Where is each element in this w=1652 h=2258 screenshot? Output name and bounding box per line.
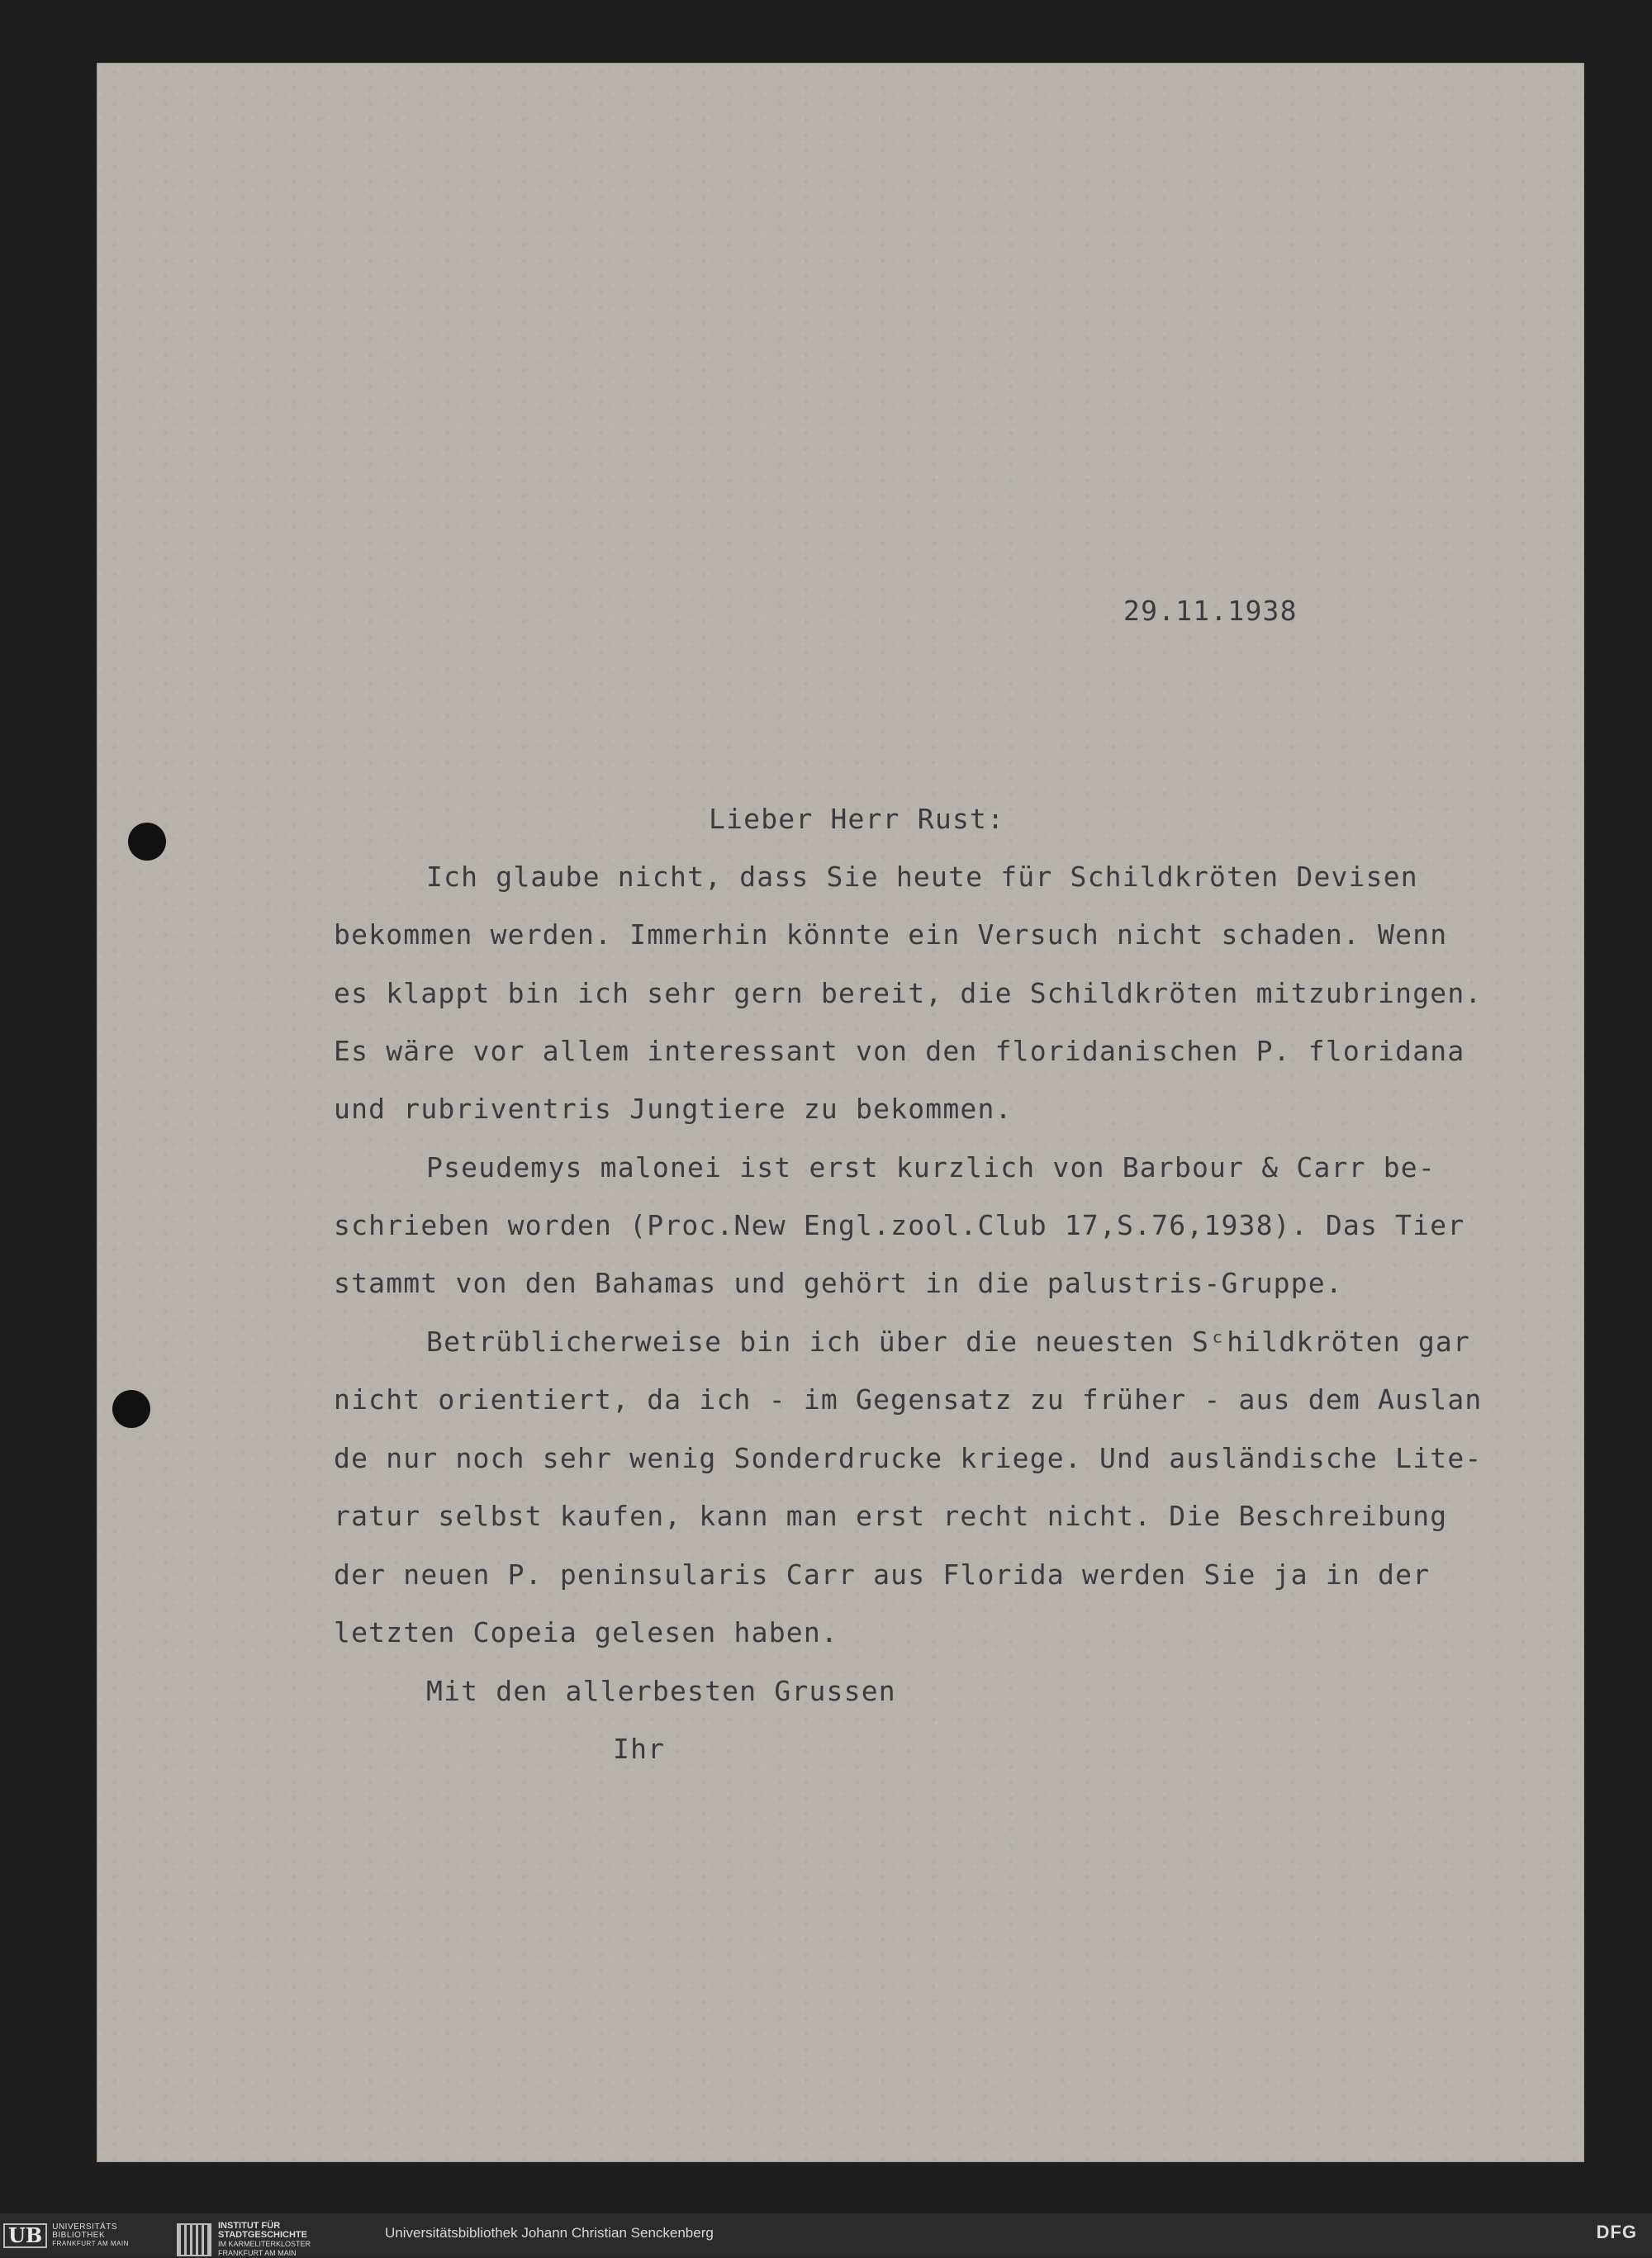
- letter-line: de nur noch sehr wenig Sonderdrucke kriege. Und ausländische Lite-: [334, 1442, 1483, 1474]
- letter-line: stammt von den Bahamas und gehört in die palustris-Gruppe.: [334, 1267, 1343, 1299]
- letter-line: bekommen werden. Immerhin könnte ein Versuch nicht schaden. Wenn: [334, 918, 1448, 951]
- institute-logo-text: [218, 2222, 311, 2258]
- punch-hole-top: [128, 823, 166, 861]
- letter-line: Pseudemys malonei ist erst kurzlich von Barbour & Carr be-: [426, 1151, 1436, 1184]
- ub-logo-line: FRANKFURT AM MAIN: [52, 2240, 129, 2247]
- library-name: Universitätsbibliothek Johann Christian Senckenberg: [385, 2225, 714, 2241]
- letter-line: der neuen P. peninsularis Carr aus Florida werden Sie ja in der: [334, 1558, 1431, 1591]
- letter-signoff: Ihr: [613, 1733, 666, 1765]
- institute-logo-line: INSTITUT FÜR: [218, 2221, 281, 2231]
- letter-line: und rubriventris Jungtiere zu bekommen.: [334, 1093, 1013, 1125]
- punch-hole-bottom: [112, 1390, 150, 1428]
- institute-logo: [177, 2222, 311, 2258]
- institute-logo-line: IM KARMELITERKLOSTER: [218, 2240, 311, 2248]
- dfg-logo: DFG: [1596, 2222, 1637, 2242]
- ub-logo-mark: UB: [3, 2223, 47, 2248]
- ub-logo-line: BIBLIOTHEK: [52, 2231, 106, 2240]
- ub-logo: [3, 2223, 129, 2248]
- ub-logo-text: [52, 2223, 129, 2248]
- letter-line: schrieben worden (Proc.New Engl.zool.Club 17,S.76,1938). Das Tier: [334, 1209, 1465, 1241]
- ub-logo-line: UNIVERSITÄTS: [52, 2222, 118, 2232]
- letter-line: es klappt bin ich sehr gern bereit, die Schildkröten mitzubringen.: [334, 977, 1483, 1009]
- institute-logo-icon: [177, 2223, 211, 2256]
- institute-logo-line: FRANKFURT AM MAIN: [218, 2249, 297, 2257]
- letter-closing: Mit den allerbesten Grussen: [426, 1675, 896, 1707]
- letter-line: Es wäre vor allem interessant von den floridanischen P. floridana: [334, 1035, 1465, 1067]
- letter-date: 29.11.1938: [1123, 595, 1298, 627]
- letter-salutation: Lieber Herr Rust:: [709, 803, 1005, 835]
- institute-logo-line: STADTGESCHICHTE: [218, 2230, 307, 2240]
- letter-line: letzten Copeia gelesen haben.: [334, 1616, 838, 1648]
- letter-line: Ich glaube nicht, dass Sie heute für Schildkröten Devisen: [426, 861, 1418, 893]
- letter-line: ratur selbst kaufen, kann man erst recht nicht. Die Beschreibung: [334, 1500, 1448, 1532]
- letter-line: Betrüblicherweise bin ich über die neuesten Sᶜhildkröten gar: [426, 1326, 1471, 1358]
- letter-line: nicht orientiert, da ich - im Gegensatz zu früher - aus dem Auslan: [334, 1383, 1483, 1416]
